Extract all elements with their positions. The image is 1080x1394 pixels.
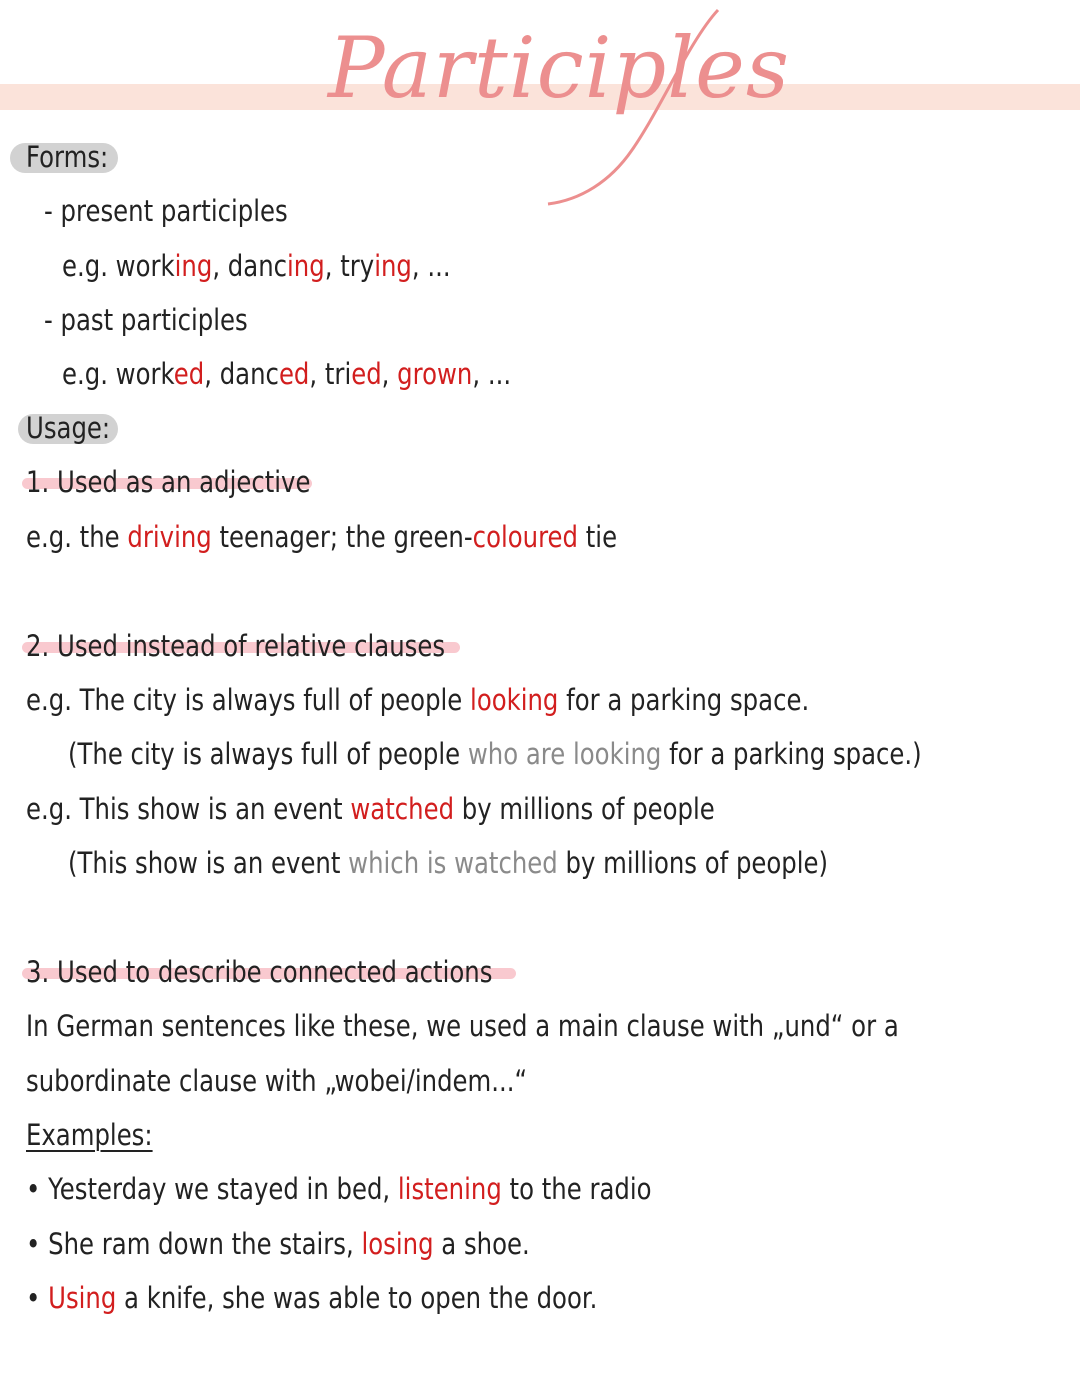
examples-label: Examples:: [26, 1118, 153, 1152]
section2-example2: e.g. This show is an event watched by millions of people: [26, 792, 715, 826]
forms-heading: Forms:: [26, 140, 109, 174]
section2-example2-rewrite: (This show is an event which is watched by millions of people): [68, 846, 829, 880]
section1-heading: 1. Used as an adjective: [26, 465, 311, 499]
page-title: Participles: [328, 19, 790, 117]
section3-text-line1: In German sentences like these, we used a main clause with „und“ or a: [26, 1009, 899, 1043]
example-bullet-1: • Yesterday we stayed in bed, listening to the radio: [26, 1172, 652, 1206]
section2-example1: e.g. The city is always full of people looking for a parking space.: [26, 683, 810, 717]
present-participles-label: - present participles: [44, 194, 288, 228]
section2-example1-rewrite: (The city is always full of people who are looking for a parking space.): [68, 737, 922, 771]
example-bullet-2: • She ram down the stairs, losing a shoe.: [26, 1227, 530, 1261]
present-participles-example: e.g. working, dancing, trying, ...: [62, 249, 451, 283]
section3-text-line2: subordinate clause with „wobei/indem...“: [26, 1064, 528, 1098]
past-participles-label: - past participles: [44, 303, 248, 337]
past-participles-example: e.g. worked, danced, tried, grown, ...: [62, 357, 512, 391]
section1-example: e.g. the driving teenager; the green-coloured tie: [26, 520, 618, 554]
title-flourish: [540, 0, 740, 215]
section3-heading: 3. Used to describe connected actions: [26, 955, 493, 989]
example-bullet-3: • Using a knife, she was able to open the door.: [26, 1281, 598, 1315]
usage-heading: Usage:: [26, 411, 111, 445]
section2-heading: 2. Used instead of relative clauses: [26, 629, 446, 663]
